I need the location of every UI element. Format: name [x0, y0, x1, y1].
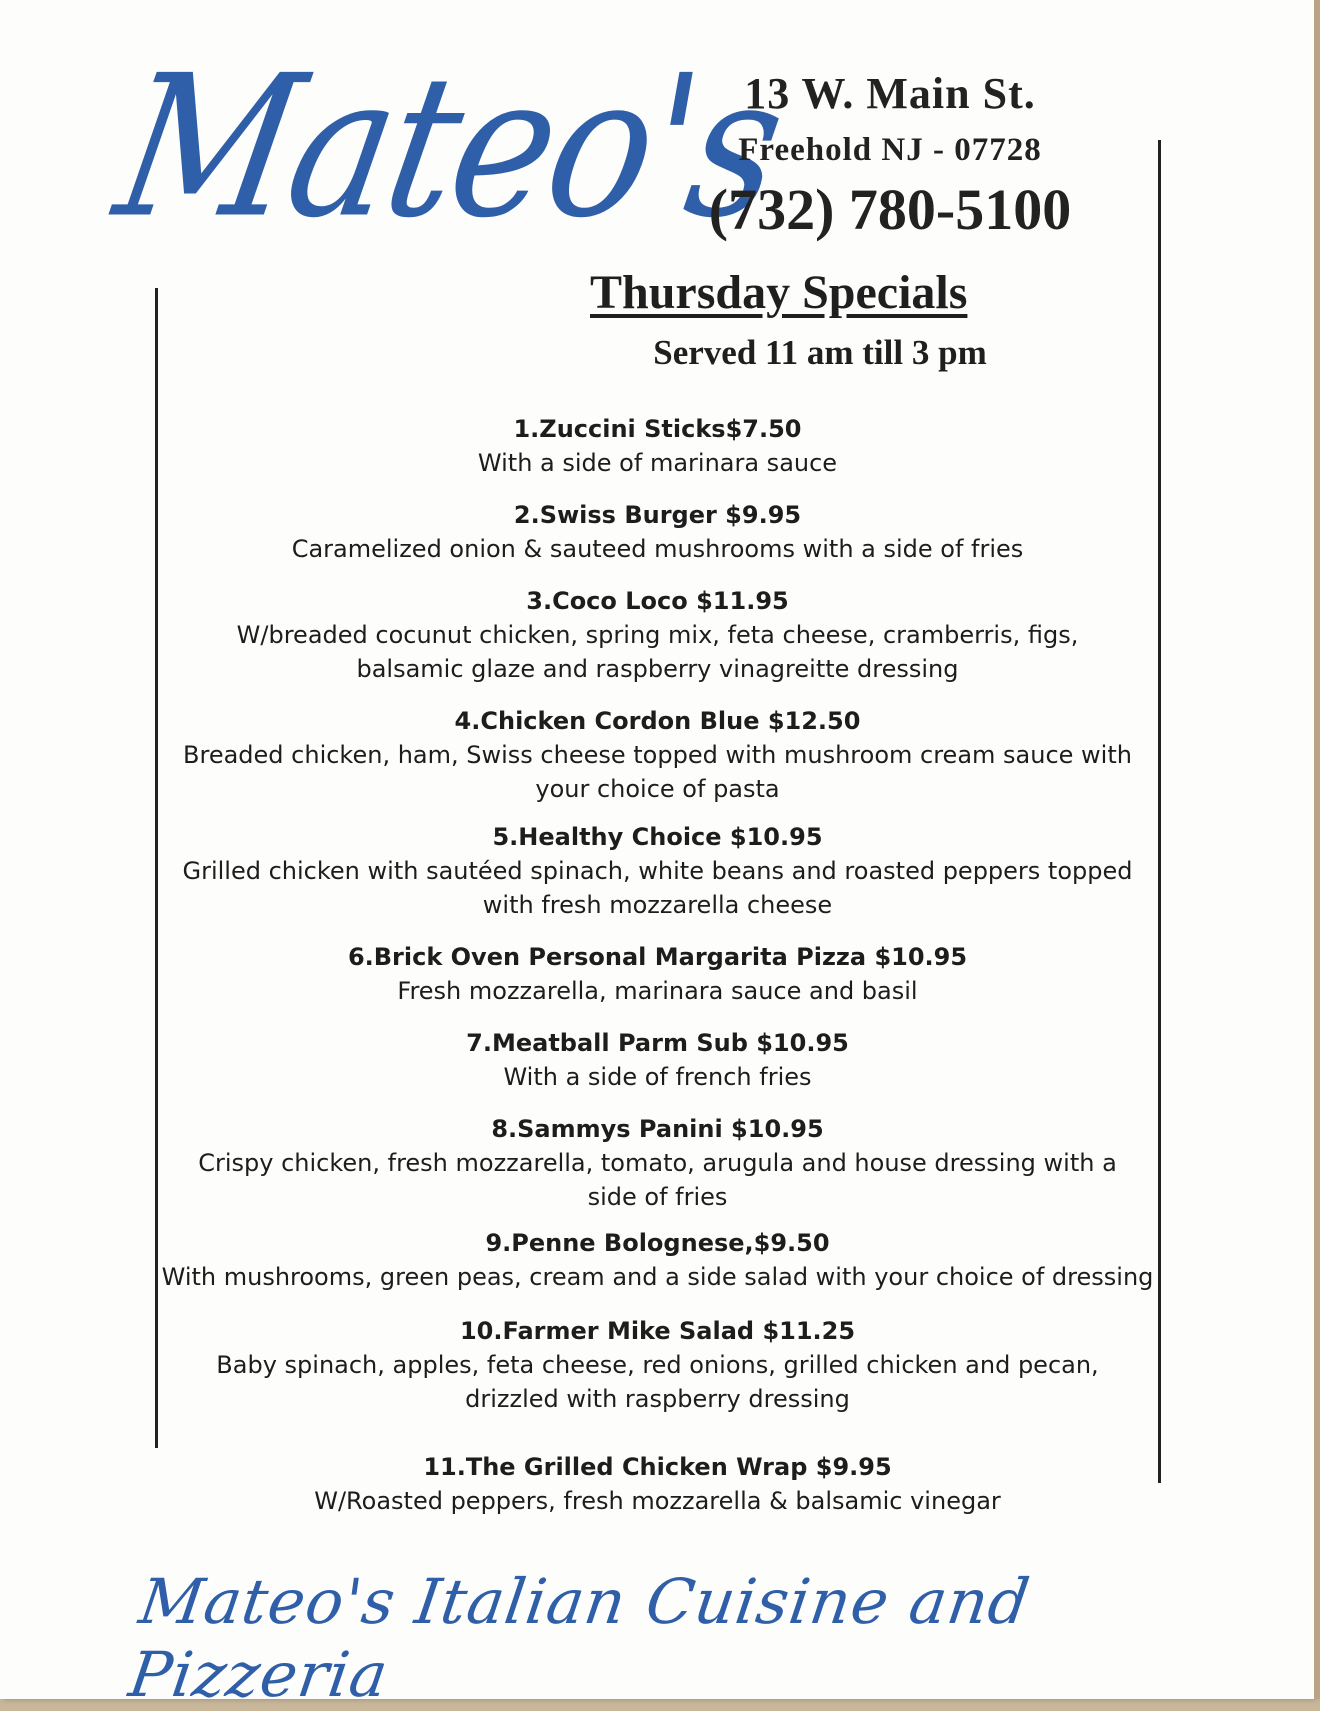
item-name: 11.The Grilled Chicken Wrap $9.95 [423, 1453, 892, 1481]
menu-items [155, 412, 1160, 1518]
table-edge [1314, 0, 1320, 1699]
menu-item [155, 704, 1160, 806]
item-name: 5.Healthy Choice $10.95 [492, 823, 823, 851]
item-description: Fresh mozzarella, marinara sauce and basil [397, 977, 918, 1005]
item-name: 4.Chicken Cordon Blue $12.50 [454, 707, 861, 735]
item-description: your choice of pasta [535, 775, 780, 803]
item-description: side of fries [587, 1183, 728, 1211]
city-address: Freehold NJ - 07728 [738, 132, 1042, 168]
menu-item [155, 1226, 1160, 1294]
item-description: Breaded chicken, ham, Swiss cheese topped with mushroom cream sauce with [183, 741, 1132, 769]
menu-item [155, 1112, 1160, 1214]
item-name: 8.Sammys Panini $10.95 [491, 1115, 824, 1143]
menu-item [155, 1026, 1160, 1094]
menu-item [155, 820, 1160, 922]
item-name: 9.Penne Bolognese,$9.50 [485, 1229, 830, 1257]
item-description: balsamic glaze and raspberry vinagreitte dressing [356, 655, 959, 683]
item-description: drizzled with raspberry dressing [465, 1385, 850, 1413]
item-name: 10.Farmer Mike Salad $11.25 [459, 1317, 856, 1345]
item-name: 7.Meatball Parm Sub $10.95 [466, 1029, 849, 1057]
item-description: With a side of french fries [503, 1063, 812, 1091]
item-description: W/Roasted peppers, fresh mozzarella & balsamic vinegar [314, 1487, 1001, 1515]
mateos-logo: Mateo's [102, 33, 796, 262]
item-name: 6.Brick Oven Personal Margarita Pizza $10.95 [347, 943, 968, 971]
menu-item [155, 1450, 1160, 1518]
item-description: Caramelized onion & sauteed mushrooms with a side of fries [291, 535, 1024, 563]
menu-item [155, 584, 1160, 686]
item-name: 1.Zuccini Sticks$7.50 [513, 415, 802, 443]
item-name: 3.Coco Loco $11.95 [526, 587, 789, 615]
item-description: Grilled chicken with sautéed spinach, white beans and roasted peppers topped [182, 857, 1133, 885]
menu-item [155, 412, 1160, 480]
item-description: With a side of marinara sauce [477, 449, 838, 477]
restaurant-tagline: Mateo's Italian Cuisine and Pizzeria [124, 1565, 1035, 1711]
menu-item [155, 498, 1160, 566]
item-description: With mushrooms, green peas, cream and a side salad with your choice of dressing [161, 1263, 1154, 1291]
specials-hours: Served 11 am till 3 pm [653, 333, 987, 372]
menu-item [155, 940, 1160, 1008]
item-description: Crispy chicken, fresh mozzarella, tomato, arugula and house dressing with a [198, 1149, 1117, 1177]
specials-title: Thursday Specials [590, 266, 968, 319]
phone-number: (732) 780-5100 [708, 177, 1072, 242]
menu-item [155, 1314, 1160, 1416]
item-description: with fresh mozzarella cheese [482, 891, 833, 919]
item-description: W/breaded cocunut chicken, spring mix, feta cheese, cramberris, figs, [236, 621, 1079, 649]
item-name: 2.Swiss Burger $9.95 [513, 501, 802, 529]
street-address: 13 W. Main St. [744, 69, 1036, 118]
item-description: Baby spinach, apples, feta cheese, red onions, grilled chicken and pecan, [216, 1351, 1099, 1379]
